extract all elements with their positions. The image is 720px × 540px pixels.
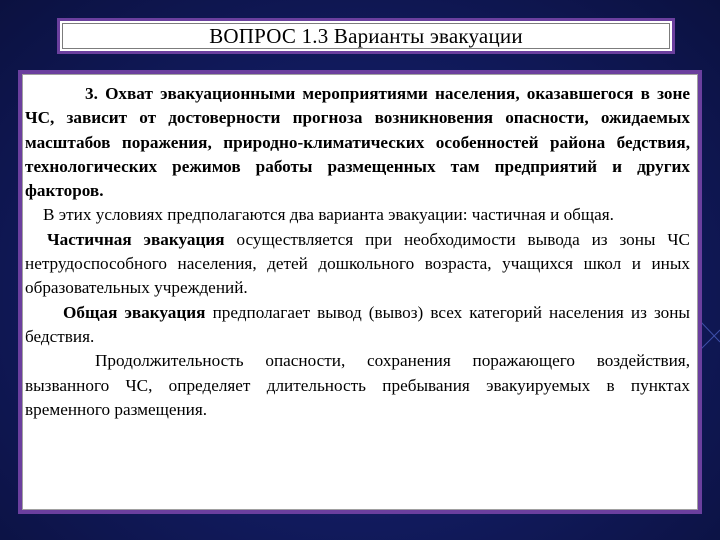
slide-title: ВОПРОС 1.3 Варианты эвакуации [209,23,523,48]
slide-title-box [57,18,675,54]
content-panel [18,70,702,514]
term-partial-evacuation: Частичная эвакуация [47,229,225,249]
text-partial-evacuation: осуществляется при необходимости вывода из зоны ЧС нетрудоспособного населения, детей дошкольного возраста, учащихся школ и иных образовательных учреждений. [25,229,691,298]
paragraph-duration: Продолжительность опасности, сохранения поражающего воздействия, вызванного ЧС, определяет длительность пребывания эвакуируемых в пунктах временного размещения. [25,351,690,419]
paragraph-evacuation-variants: В этих условиях предполагаются два варианта эвакуации: частичная и общая. [43,205,614,225]
paragraph-partial-evacuation [25,228,690,301]
term-general-evacuation: Общая эвакуация [63,302,206,322]
paragraph-general-evacuation [25,301,690,350]
paragraph-evacuation-scope: 3. Охват эвакуационными мероприятиями населения, оказавшегося в зоне ЧС, зависит от достоверности прогноза возникновения опасности, ожидаемых масштабов поражения, природно-климатических особенностей района бедствия, технологических режимов работы размещенных там предприятий и других факторов. [25,84,690,201]
text-general-evacuation: предполагает вывод (вывоз) всех категорий населения из зоны бедствия. [25,302,690,346]
